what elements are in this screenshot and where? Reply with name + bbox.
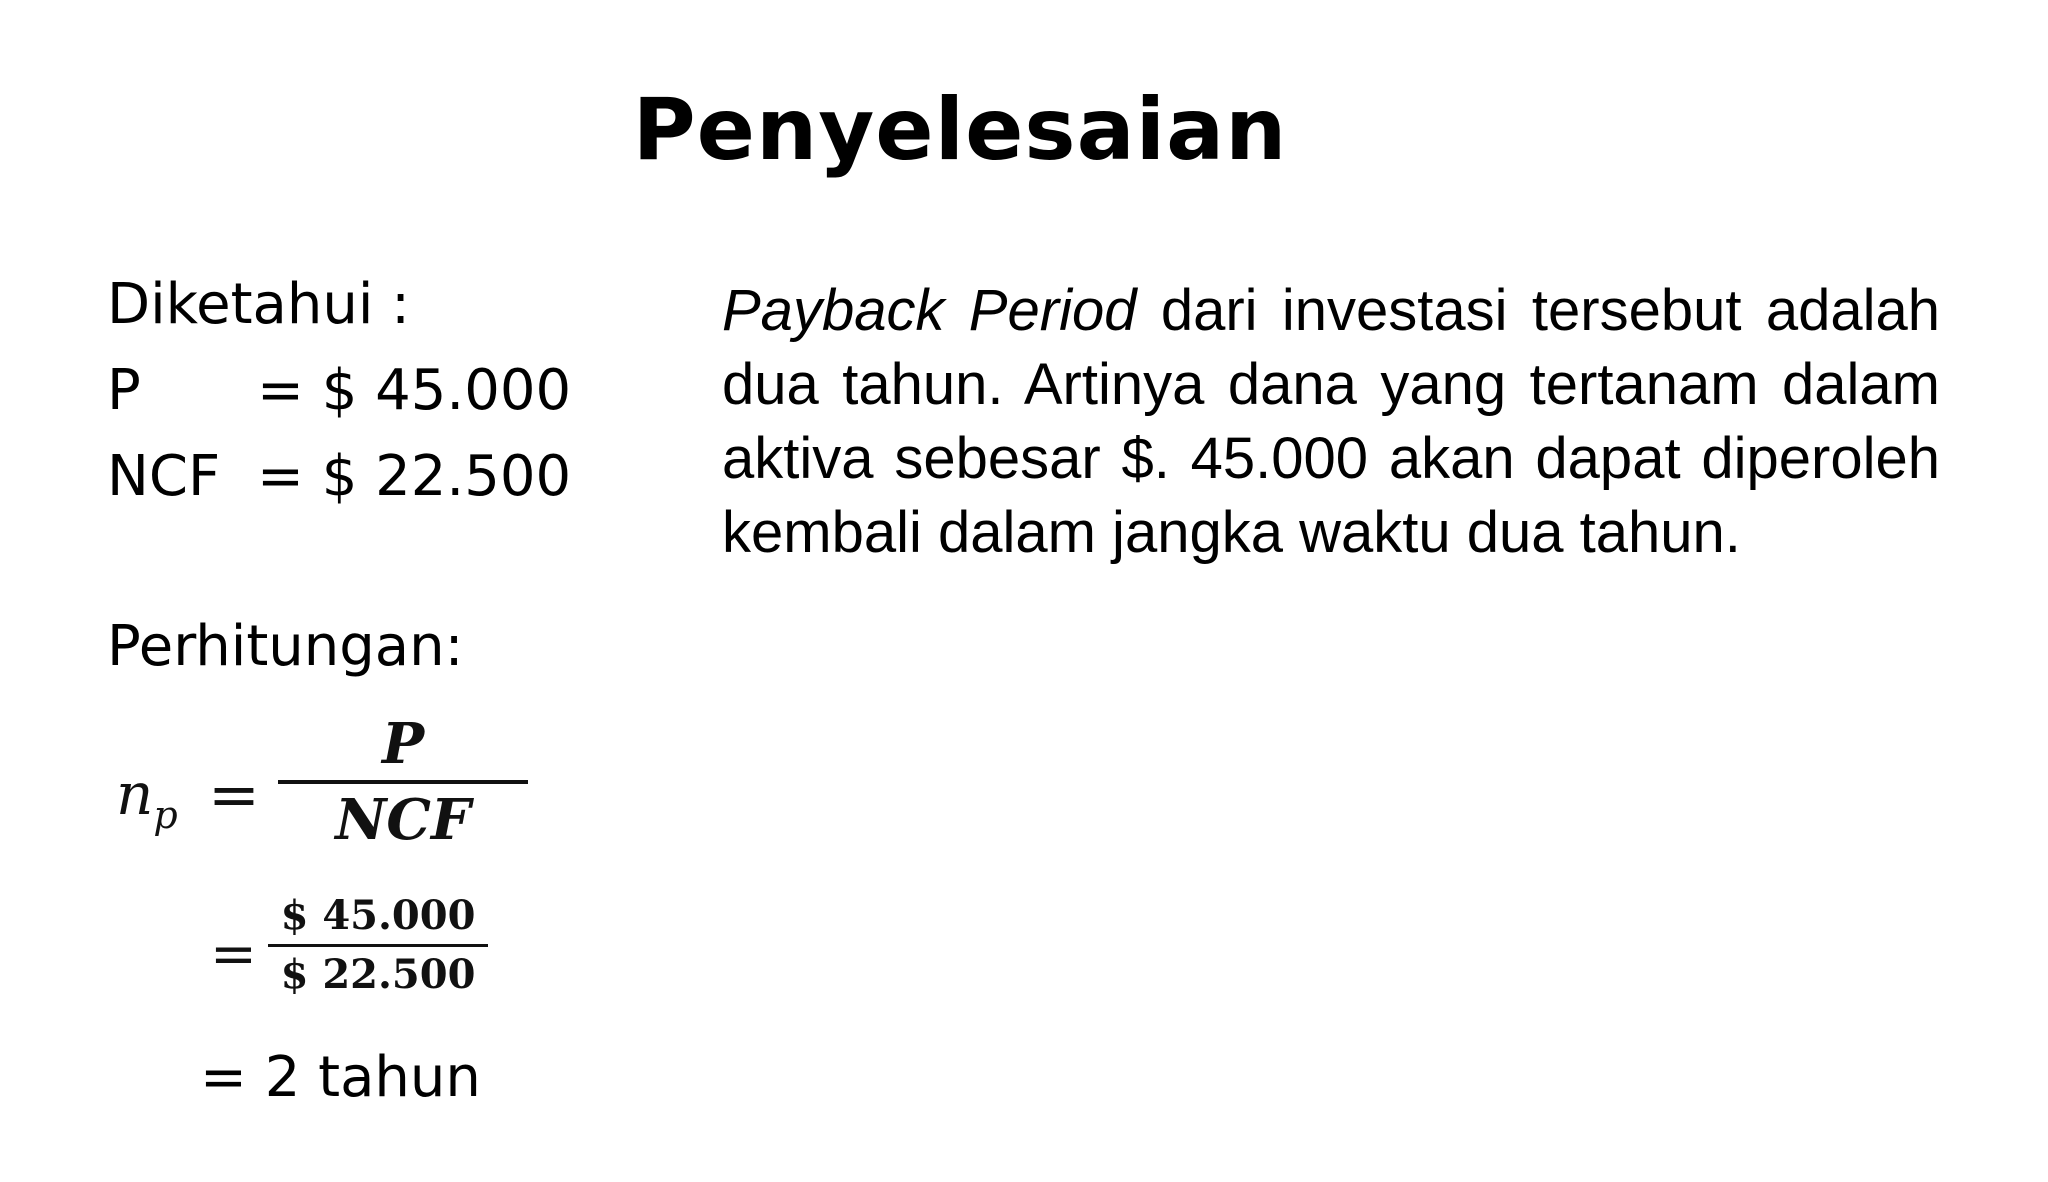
given-section [107, 262, 571, 520]
formula-lhs-main: n [116, 760, 154, 828]
given-label-ncf: NCF [107, 444, 221, 509]
substitution-fraction [268, 892, 488, 999]
given-row-p [107, 348, 571, 434]
formula-equals: = [208, 758, 260, 831]
substitution-equals: = [210, 922, 257, 987]
explanation-emphasis: Payback Period [722, 278, 1137, 343]
explanation-paragraph [722, 274, 1940, 570]
formula-denominator: NCF [335, 787, 471, 853]
substitution-numerator: $ 45.000 [280, 892, 476, 939]
fraction-bar [268, 944, 488, 947]
given-value-p: = $ 45.000 [257, 358, 572, 423]
calculation-result: = 2 tahun [200, 1045, 481, 1110]
fraction-bar [278, 780, 528, 784]
formula-lhs-subscript: p [153, 793, 178, 837]
formula-fraction [278, 712, 528, 852]
calculation-heading: Perhitungan: [107, 614, 464, 679]
given-row-ncf [107, 434, 571, 520]
page-title: Penyelesaian [632, 80, 1288, 180]
formula-lhs [116, 760, 178, 837]
given-value-ncf: = $ 22.500 [257, 444, 572, 509]
given-heading: Diketahui : [107, 272, 411, 337]
given-label-p: P [107, 358, 141, 423]
formula-numerator: P [381, 711, 425, 777]
substitution-denominator: $ 22.500 [280, 951, 476, 998]
explanation-text: dari investasi tersebut adalah dua tahun. Artinya dana yang tertanam dalam aktiva sebesar $. 45.000 akan dapat diperoleh kembali dalam jangka waktu dua tahun. [722, 278, 1940, 565]
